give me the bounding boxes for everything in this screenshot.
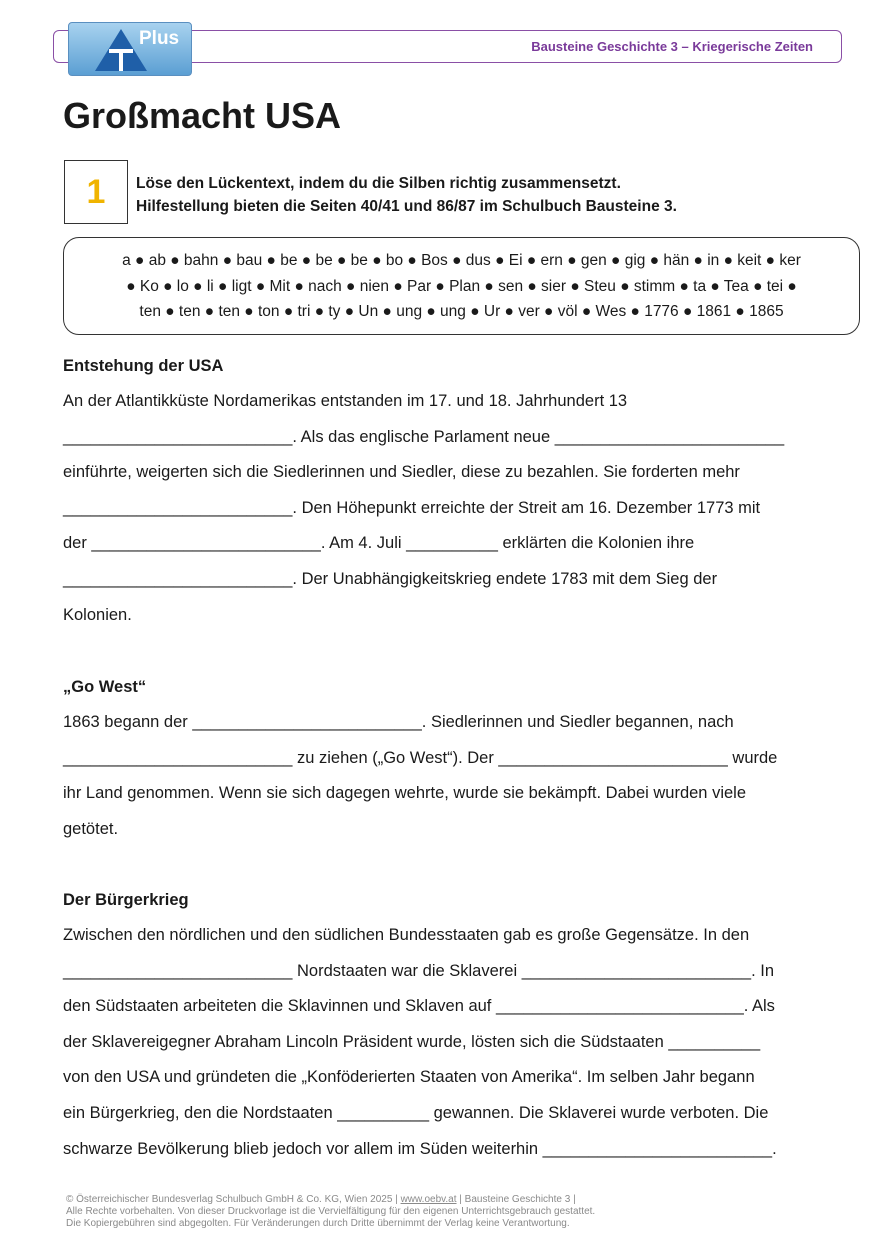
text-line: _________________________. Der Unabhängigkeitskrieg endete 1783 mit dem Sieg der xyxy=(63,569,718,588)
text-line: _________________________. Als das englische Parlament neue _________________________ xyxy=(63,427,785,446)
footer-book: | Bausteine Geschichte 3 | xyxy=(456,1194,576,1205)
text-line: Kolonien. xyxy=(63,605,132,624)
syllable-box xyxy=(63,237,860,335)
section-heading: „Go West“ xyxy=(63,678,147,696)
footer-copyright: © Österreichischer Bundesverlag Schulbuch GmbH & Co. KG, Wien 2025 | xyxy=(66,1194,401,1205)
text-line: ihr Land genommen. Wenn sie sich dagegen wehrte, wurde sie bekämpft. Dabei wurden viele xyxy=(63,784,747,803)
section-usa xyxy=(63,348,843,633)
publisher-link[interactable]: www.oebv.at xyxy=(400,1194,457,1205)
syllable-line: ten ● ten ● ten ● ton ● tri ● ty ● Un ● ung ● ung ● Ur ● ver ● völ ● Wes ● 1776 ● 1861 ● 1865 xyxy=(139,303,784,320)
text-line: Zwischen den nördlichen und den südlichen Bundesstaaten gab es große Gegensätze. In den xyxy=(63,926,750,944)
task-number: 1 xyxy=(64,160,128,224)
text-line: 1863 begann der _________________________. Siedlerinnen und Siedler begannen, nach xyxy=(63,713,734,731)
syllable-line: a ● ab ● bahn ● bau ● be ● be ● be ● bo ● Bos ● dus ● Ei ● ern ● gen ● gig ● hän ● in ● keit ● ker xyxy=(122,252,801,269)
plus-logo xyxy=(68,22,192,76)
text-line: schwarze Bevölkerung blieb jedoch vor allem im Süden weiterhin _________________________. xyxy=(63,1139,777,1158)
instruction-line: Hilfestellung bieten die Seiten 40/41 und 86/87 im Schulbuch Bausteine 3. xyxy=(136,198,677,215)
section-go-west xyxy=(63,669,843,847)
section-civil-war xyxy=(63,882,843,1167)
syllable-line: ● Ko ● lo ● li ● ligt ● Mit ● nach ● nien ● Par ● Plan ● sen ● sier ● Steu ● stimm ● ta ● Tea ● tei ● xyxy=(126,277,797,295)
page-title: Großmacht USA xyxy=(63,95,342,136)
text-line: _________________________ zu ziehen („Go West“). Der _________________________ wurde xyxy=(63,748,778,767)
text-line: von den USA und gründeten die „Konföderierten Staaten von Amerika“. Im selben Jahr begann xyxy=(63,1068,755,1087)
text-line: An der Atlantikküste Nordamerikas entstanden im 17. und 18. Jahrhundert 13 xyxy=(63,392,628,410)
text-line: getötet. xyxy=(63,819,119,838)
section-heading: Der Bürgerkrieg xyxy=(63,891,189,909)
footer xyxy=(66,1194,595,1230)
text-line: der Sklavereigegner Abraham Lincoln Präsident wurde, lösten sich die Südstaaten __________ xyxy=(63,1032,761,1051)
footer-line: Alle Rechte vorbehalten. Von dieser Druckvorlage ist die Vervielfältigung für den eigenen Unterrichtsgebrauch gestattet. xyxy=(66,1206,596,1217)
logo-text: Plus xyxy=(139,28,180,49)
text-line: der _________________________. Am 4. Juli __________ erklärten die Kolonien ihre xyxy=(63,534,695,553)
text-line: _________________________. Den Höhepunkt erreichte der Streit am 16. Dezember 1773 mit xyxy=(63,498,761,517)
text-line: den Südstaaten arbeiteten die Sklavinnen und Sklaven auf ___________________________. Als xyxy=(63,997,775,1016)
text-line: ein Bürgerkrieg, den die Nordstaaten __________ gewannen. Die Sklaverei wurde verboten. Die xyxy=(63,1103,769,1122)
task-instruction xyxy=(136,172,677,218)
footer-line xyxy=(66,1194,595,1206)
instruction-line: Löse den Lückentext, indem du die Silben richtig zusammensetzt. xyxy=(136,175,621,192)
text-line: einführte, weigerten sich die Siedlerinnen und Siedler, diese zu bezahlen. Sie forderten mehr xyxy=(63,463,740,482)
header-title: Bausteine Geschichte 3 – Kriegerische Zeiten xyxy=(531,39,813,54)
text-line: _________________________ Nordstaaten war die Sklaverei _________________________. In xyxy=(63,961,775,980)
section-heading: Entstehung der USA xyxy=(63,357,224,375)
footer-line: Die Kopiergebühren sind abgegolten. Für Veränderungen durch Dritte übernimmt der Verlag keine Verantwortung. xyxy=(66,1218,570,1229)
